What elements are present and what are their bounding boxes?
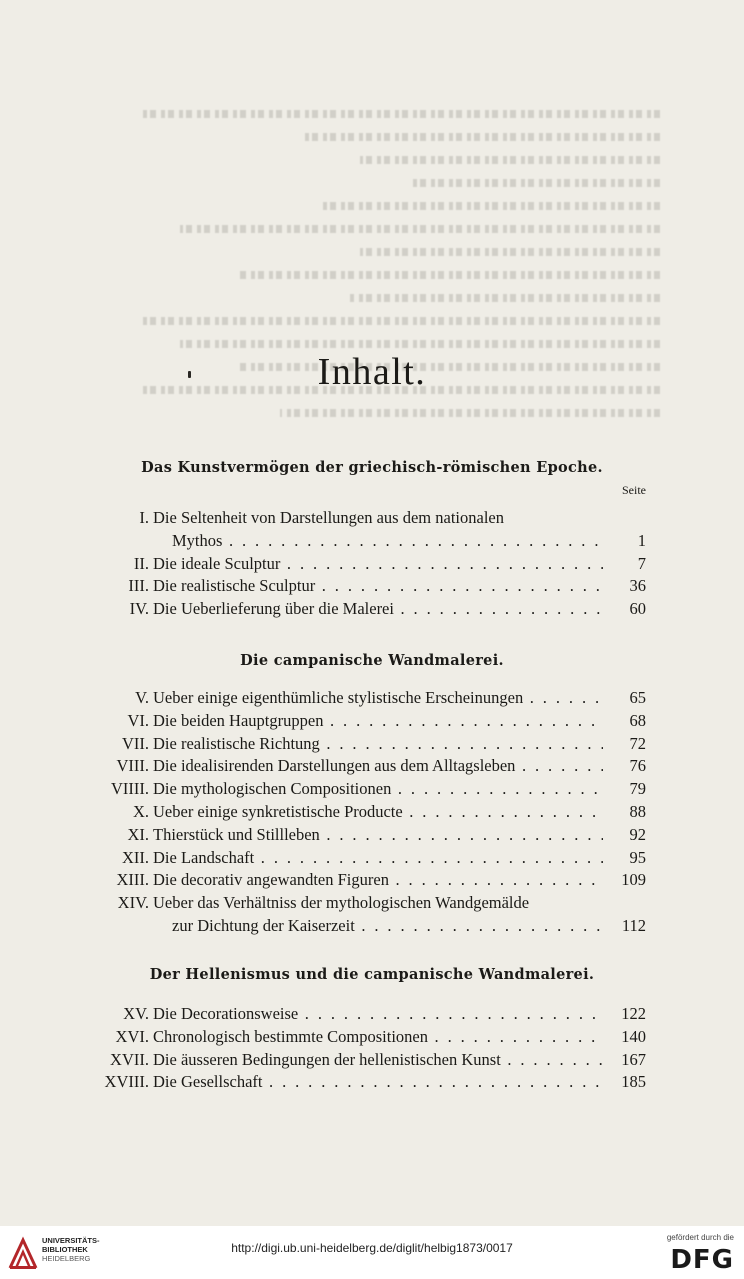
- chapter-number: VIII.: [116, 756, 149, 776]
- page-number: 72: [629, 733, 646, 753]
- toc-entry: [0, 755, 744, 777]
- ink-speck: [188, 371, 191, 378]
- bleed-line: [360, 156, 660, 164]
- footer-bar: [0, 1226, 744, 1279]
- chapter-number: III.: [128, 576, 149, 596]
- toc-entry: [0, 1049, 744, 1071]
- page-number: 92: [629, 824, 646, 844]
- page-number: 140: [621, 1026, 646, 1046]
- bleed-line: [350, 294, 660, 302]
- chapter-title: Die äusseren Bedingungen der hellenistischen Kunst . . .: [153, 1049, 603, 1071]
- toc-entry: [0, 710, 744, 732]
- chapter-title: Ueber einige eigenthümliche stylistische Erscheinungen . . .: [153, 687, 603, 709]
- chapter-number: V.: [135, 688, 149, 707]
- chapter-number: VII.: [121, 733, 149, 753]
- library-name: UNIVERSITÄTS- BIBLIOTHEK HEIDELBERG: [42, 1236, 100, 1263]
- page-column-label: Seite: [622, 483, 646, 497]
- toc-entry: [0, 733, 744, 755]
- chapter-number: X.: [132, 802, 149, 821]
- chapter-number: XV.: [123, 1004, 149, 1023]
- dfg-logo: DFG: [670, 1245, 734, 1275]
- chapter-title: Die beiden Hauptgruppen . . .: [153, 710, 603, 732]
- section-heading: Der Hellenismus und die campanische Wandmalerei.: [149, 966, 595, 983]
- chapter-number: XIII.: [116, 870, 149, 890]
- toc-entry: [0, 553, 744, 575]
- page-number: 122: [621, 1004, 646, 1023]
- bleed-line: [320, 202, 660, 210]
- chapter-title-continuation: Mythos . . .: [172, 530, 603, 552]
- document-url-link[interactable]: http://digi.ub.uni-heidelberg.de/diglit/helbig1873/0017: [231, 1241, 513, 1255]
- chapter-title: Die idealisirenden Darstellungen aus dem Alltagsleben . . .: [153, 755, 603, 777]
- bleed-line: [140, 317, 660, 325]
- page-number: 68: [629, 710, 646, 730]
- page-number: 109: [621, 870, 646, 890]
- bleed-through-text: [60, 70, 660, 570]
- chapter-title: Die Gesellschaft . . .: [153, 1071, 603, 1093]
- chapter-title: Thierstück und Stillleben . . .: [153, 824, 603, 846]
- bleed-line: [410, 179, 660, 187]
- page-number: 185: [621, 1072, 646, 1092]
- chapter-title: Die decorativ angewandten Figuren . . .: [153, 869, 603, 891]
- chapter-number: VIIII.: [110, 779, 149, 799]
- page-number: 167: [621, 1049, 646, 1069]
- chapter-number: IV.: [129, 599, 149, 619]
- chapter-title: Die realistische Richtung . . .: [153, 733, 603, 755]
- toc-entry: [0, 1003, 744, 1025]
- chapter-title-continuation: zur Dichtung der Kaiserzeit . . .: [172, 915, 603, 937]
- chapter-number: I.: [139, 508, 149, 527]
- bleed-line: [360, 248, 660, 256]
- bleed-line: [140, 110, 660, 118]
- chapter-title: Die Decorationsweise . . .: [153, 1003, 603, 1025]
- page-number: 7: [637, 553, 646, 573]
- toc-entry: [0, 824, 744, 846]
- bleed-line: [180, 225, 660, 233]
- bleed-line: [280, 409, 660, 417]
- toc-entry: [0, 687, 744, 709]
- chapter-number: VI.: [127, 710, 149, 730]
- toc-entry: [0, 1071, 744, 1093]
- bleed-line: [300, 133, 660, 141]
- section-heading: Das Kunstvermögen der griechisch-römischen Epoche.: [141, 459, 603, 476]
- page-number: 76: [629, 756, 646, 776]
- page-number: 65: [629, 688, 646, 707]
- chapter-number: XII.: [121, 847, 149, 867]
- chapter-title: Die mythologischen Compositionen . . .: [153, 778, 603, 800]
- toc-entry-continuation: [0, 915, 744, 937]
- chapter-title: Die ideale Sculptur . . .: [153, 553, 603, 575]
- toc-entry: [0, 575, 744, 597]
- page-number: 36: [629, 576, 646, 596]
- toc-entry: [0, 892, 744, 914]
- chapter-title: Die Ueberlieferung über die Malerei . . .: [153, 598, 603, 620]
- page-number: 95: [629, 847, 646, 867]
- toc-entry: [0, 847, 744, 869]
- section-heading: Die campanische Wandmalerei.: [240, 652, 504, 669]
- chapter-title: Die Seltenheit von Darstellungen aus dem nationalen: [153, 508, 504, 527]
- chapter-title: Chronologisch bestimmte Compositionen . . .: [153, 1026, 603, 1048]
- chapter-title: Die Landschaft . . .: [153, 847, 603, 869]
- chapter-title: Die realistische Sculptur . . .: [153, 575, 603, 597]
- chapter-number: XVII.: [110, 1049, 149, 1069]
- page-number: 88: [629, 802, 646, 821]
- page-title: Inhalt.: [317, 351, 427, 393]
- chapter-number: II.: [133, 553, 149, 573]
- page-number: 1: [637, 530, 646, 550]
- bleed-line: [180, 340, 660, 348]
- chapter-number: XVIII.: [104, 1072, 149, 1092]
- toc-entry: [0, 778, 744, 800]
- chapter-title: Ueber einige synkretistische Producte . . .: [153, 801, 603, 823]
- toc-entry: [0, 1026, 744, 1048]
- toc-entry: [0, 598, 744, 620]
- toc-entry: [0, 869, 744, 891]
- chapter-number: XI.: [127, 824, 149, 844]
- chapter-number: XVI.: [115, 1026, 149, 1046]
- funded-by-caption: gefördert durch die: [666, 1233, 734, 1242]
- toc-entry: [0, 801, 744, 823]
- chapter-title: Ueber das Verhältniss der mythologischen Wandgemälde: [153, 893, 530, 913]
- toc-entry-continuation: [0, 530, 744, 552]
- page-number: 79: [629, 779, 646, 799]
- bleed-line: [240, 271, 660, 279]
- page-number: 112: [621, 916, 646, 935]
- toc-entry: [0, 507, 744, 529]
- page-number: 60: [629, 599, 646, 619]
- chapter-number: XIV.: [117, 893, 149, 913]
